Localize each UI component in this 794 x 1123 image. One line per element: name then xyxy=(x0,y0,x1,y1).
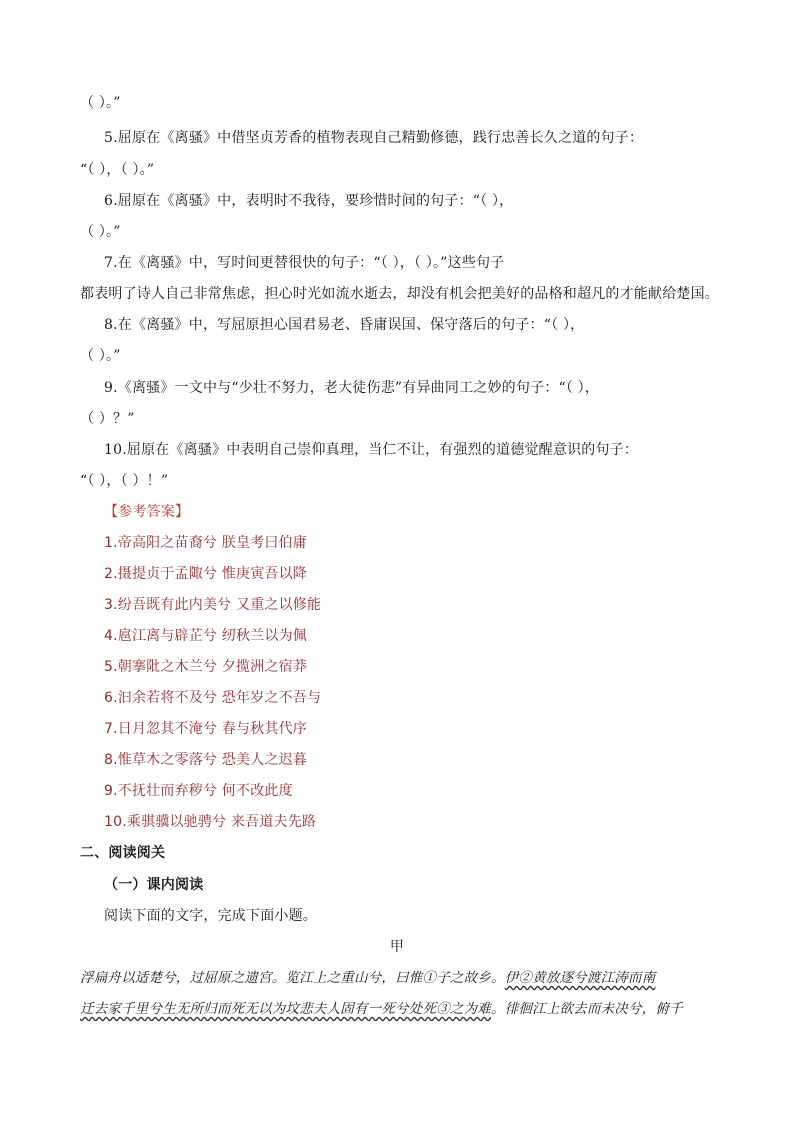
passage-line xyxy=(80,968,655,988)
question-7: 7.在《离骚》中，写时间更替很快的句子：“（ ），（ ）。”这些句子 xyxy=(104,255,505,271)
question-8: 8.在《离骚》中，写屈原担心国君易老、昏庸误国、保守落后的句子：“（ ）， xyxy=(104,317,585,333)
answer-item: 5.朝搴阰之木兰兮 夕揽洲之宿莽 xyxy=(104,659,308,675)
passage-underlined-text: 迁去家千里兮生无所归而死无以为坟悲夫人固有一死兮处死③之为难 xyxy=(80,1001,491,1017)
answer-item: 1.帝高阳之苗裔兮 朕皇考曰伯庸 xyxy=(104,535,308,551)
answer-item: 10.乘骐骥以驰骋兮 来吾道夫先路 xyxy=(104,814,317,830)
section-title: 二、阅读阅关 xyxy=(80,845,166,861)
reading-instruction: 阅读下面的文字，完成下面小题。 xyxy=(104,908,317,924)
question-4-tail: （ ）。” xyxy=(80,95,121,111)
question-9: 9.《离骚》一文中与“少壮不努力，老大徒伤悲”有异曲同工之妙的句子：“（ ）， xyxy=(104,380,600,396)
answer-item: 9.不抚壮而弃秽兮 何不改此度 xyxy=(104,783,293,799)
subsection-title: （一）课内阅读 xyxy=(104,877,204,893)
question-5: 5.屈原在《离骚》中借坚贞芳香的植物表现自己精勤修德，践行忠善长久之道的句子： xyxy=(104,130,644,146)
question-6: 6.屈原在《离骚》中，表明时不我待，要珍惜时间的句子：“（ ）， xyxy=(104,193,514,209)
question-8-blanks: （ ）。” xyxy=(80,348,121,364)
passage-label: 甲 xyxy=(389,939,405,955)
answer-item: 8.惟草木之零落兮 恐美人之迟暮 xyxy=(104,752,308,768)
question-7-continued: 都表明了诗人自己非常焦虑，担心时光如流水逝去，却没有机会把美好的品格和超凡的才能献给楚国。 xyxy=(80,286,719,302)
passage-text: 。徘徊江上欲去而未决兮，俯千 xyxy=(491,1001,683,1017)
question-10: 10.屈原在《离骚》中表明自己崇仰真理，当仁不让，有强烈的道德觉醒意识的句子： xyxy=(104,442,639,458)
passage-text: 浮扁舟以适楚兮，过屈原之遗宫。览江上之重山兮，曰惟①子之故乡。 xyxy=(80,970,505,986)
answer-item: 4.扈江离与辟芷兮 纫秋兰以为佩 xyxy=(104,628,308,644)
question-6-blanks: （ ）。” xyxy=(80,224,121,240)
answer-item: 7.日月忽其不淹兮 春与秋其代序 xyxy=(104,721,308,737)
passage-underlined-text: 伊②黄放逐兮渡江涛而南 xyxy=(504,970,656,986)
answer-item: 6.汩余若将不及兮 恐年岁之不吾与 xyxy=(104,690,322,706)
answer-item: 3.纷吾既有此内美兮 又重之以修能 xyxy=(104,597,322,613)
question-10-blanks: “（ ），（ ）！” xyxy=(80,473,169,489)
question-5-blanks: “（ ），（ ）。” xyxy=(80,162,155,178)
passage-line xyxy=(80,999,683,1019)
question-9-blanks: （ ）？” xyxy=(80,411,135,427)
answer-heading: 【参考答案】 xyxy=(104,504,190,520)
answer-item: 2.摄提贞于孟陬兮 惟庚寅吾以降 xyxy=(104,566,308,582)
